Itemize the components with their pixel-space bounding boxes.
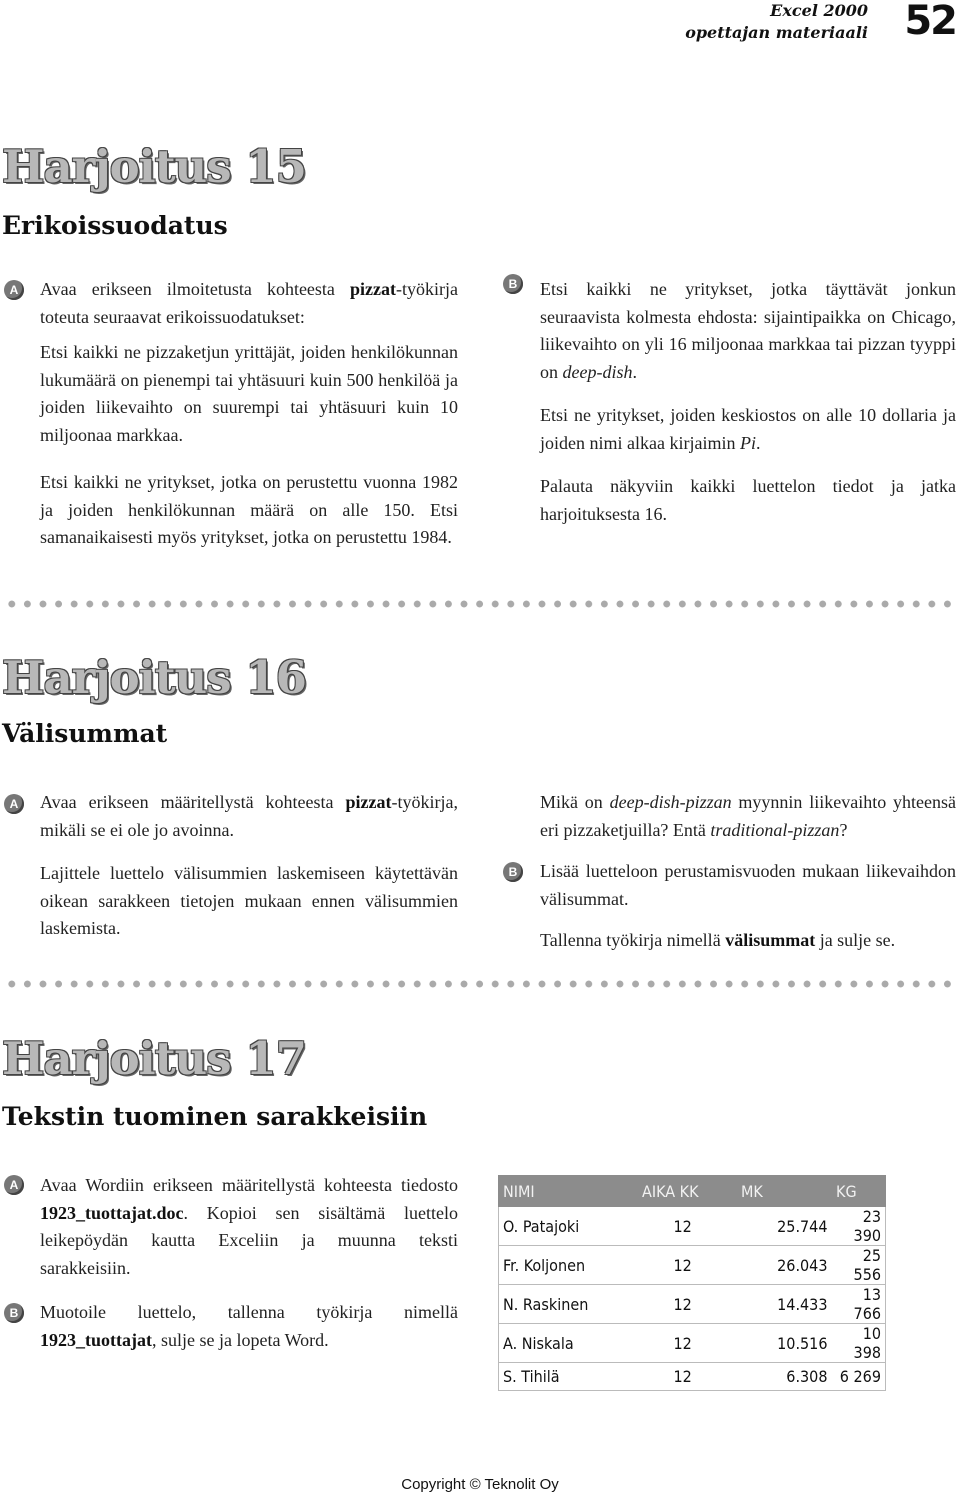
marker-a-icon: A	[4, 1175, 24, 1195]
table-row	[499, 1324, 886, 1363]
paragraph: Avaa erikseen ilmoitetusta kohteesta pizzat-työkirja toteuta seuraavat erikoissuodatukset:	[40, 279, 458, 327]
header-product: Excel 2000	[770, 1, 868, 20]
paragraph: Lisää luetteloon perustamisvuoden mukaan liikevaihdon välisummat.	[540, 861, 956, 909]
exercise-17-title: Harjoitus 17	[2, 1032, 306, 1085]
paragraph: Etsi ne yritykset, joiden keskiostos on alle 10 dollaria ja joiden nimi alkaa kirjaimin Pi.	[540, 405, 956, 453]
table-cell: 26.043	[737, 1246, 832, 1285]
column-header: MK	[737, 1176, 832, 1207]
column-header: AIKA KK	[638, 1176, 737, 1207]
marker-b-icon: B	[503, 862, 523, 882]
paragraph: Lajittele luettelo välisummien laskemiseen käytettävän oikean sarakkeen tietojen mukaan ennen välisummien laskemista.	[40, 863, 458, 938]
page-number: 52	[904, 0, 956, 44]
table-cell: 12	[638, 1285, 737, 1324]
table-row	[499, 1246, 886, 1285]
table-cell: O. Patajoki	[499, 1207, 638, 1246]
marker-b-icon: B	[4, 1303, 24, 1323]
dotted-separator	[4, 979, 956, 989]
table-cell: 10.516	[737, 1324, 832, 1363]
exercise-16-title: Harjoitus 16	[2, 651, 306, 704]
paragraph: Muotoile luettelo, tallenna työkirja nimellä 1923_tuottajat, sulje se ja lopeta Word.	[40, 1302, 458, 1350]
paragraph: Palauta näkyviin kaikki luettelon tiedot ja jatka harjoituksesta 16.	[540, 476, 956, 524]
paragraph: Etsi kaikki ne yritykset, jotka täyttävät jonkun seuraavista kolmesta ehdosta: sijaintipaikka on Chicago, liikevaihto on yli 16 miljoonaa markkaa tai pizzan tyyppi on deep-dish.	[540, 279, 956, 382]
exercise-16-part-a-cont	[540, 789, 956, 844]
exercise-16-part-b	[540, 858, 956, 955]
exercise-15-part-b	[540, 276, 956, 528]
table-cell: 14.433	[737, 1285, 832, 1324]
producers-table	[498, 1175, 886, 1391]
table-cell: 23 390	[832, 1207, 886, 1246]
exercise-16-part-a	[40, 789, 458, 943]
paragraph: Mikä on deep-dish-pizzan myynnin liikevaihto yhteensä eri pizzaketjuilla? Entä traditional-pizzan?	[540, 792, 956, 840]
marker-a-icon: A	[4, 794, 24, 814]
exercise-17-part-a	[40, 1172, 458, 1298]
table-header-row	[499, 1176, 886, 1207]
running-header	[685, 0, 868, 44]
table-row	[499, 1285, 886, 1324]
table-row	[499, 1363, 886, 1391]
table-cell: Fr. Koljonen	[499, 1246, 638, 1285]
exercise-17-part-b	[40, 1299, 458, 1354]
marker-a-icon: A	[4, 280, 24, 300]
exercise-17-subtitle: Tekstin tuominen sarakkeisiin	[2, 1102, 428, 1131]
table-cell: A. Niskala	[499, 1324, 638, 1363]
paragraph: Tallenna työkirja nimellä välisummat ja sulje se.	[540, 930, 896, 950]
table-cell: S. Tihilä	[499, 1363, 638, 1391]
dotted-separator	[4, 599, 956, 609]
table-cell: 12	[638, 1207, 737, 1246]
table-cell: 12	[638, 1324, 737, 1363]
paragraph: Avaa Wordiin erikseen määritellystä kohteesta tiedosto 1923_tuottajat.doc. Kopioi sen sisältämä luettelo leikepöydän kautta Exceliin ja muunna teksti sarakkeisiin.	[40, 1175, 458, 1278]
exercise-15-subtitle: Erikoissuodatus	[2, 211, 228, 240]
table-cell: 13 766	[832, 1285, 886, 1324]
column-header: KG	[832, 1176, 886, 1207]
header-subtitle: opettajan materiaali	[685, 23, 868, 42]
exercise-15-title: Harjoitus 15	[2, 140, 306, 193]
column-header: NIMI	[499, 1176, 638, 1207]
table-cell: 12	[638, 1363, 737, 1391]
paragraph: Etsi kaikki ne yritykset, jotka on perustettu vuonna 1982 ja joiden henkilökunnan määrä on alle 150. Etsi samanaikaisesti myös yritykset, jotka on perustettu 1984.	[40, 472, 458, 547]
table-cell: 25 556	[832, 1246, 886, 1285]
paragraph: Avaa erikseen määritellystä kohteesta pizzat-työkirja, mikäli se ei ole jo avoinna.	[40, 792, 458, 840]
table-cell: 12	[638, 1246, 737, 1285]
marker-b-icon: B	[503, 274, 523, 294]
table-cell: 6.308	[737, 1363, 832, 1391]
table-cell: 25.744	[737, 1207, 832, 1246]
table-cell: N. Raskinen	[499, 1285, 638, 1324]
exercise-15-part-a	[40, 276, 458, 552]
exercise-16-subtitle: Välisummat	[2, 719, 168, 748]
table-cell: 10 398	[832, 1324, 886, 1363]
table-cell: 6 269	[832, 1363, 886, 1391]
paragraph: Etsi kaikki ne pizzaketjun yrittäjät, joiden henkilökunnan lukumäärä on pienempi tai yhtäsuuri kuin 500 henkilöä ja joiden liikevaihto on suurempi tai yhtäsuuri kuin 10 miljoonaa markkaa.	[40, 342, 458, 445]
copyright-footer: Copyright © Teknolit Oy	[401, 1476, 559, 1493]
table-row	[499, 1207, 886, 1246]
